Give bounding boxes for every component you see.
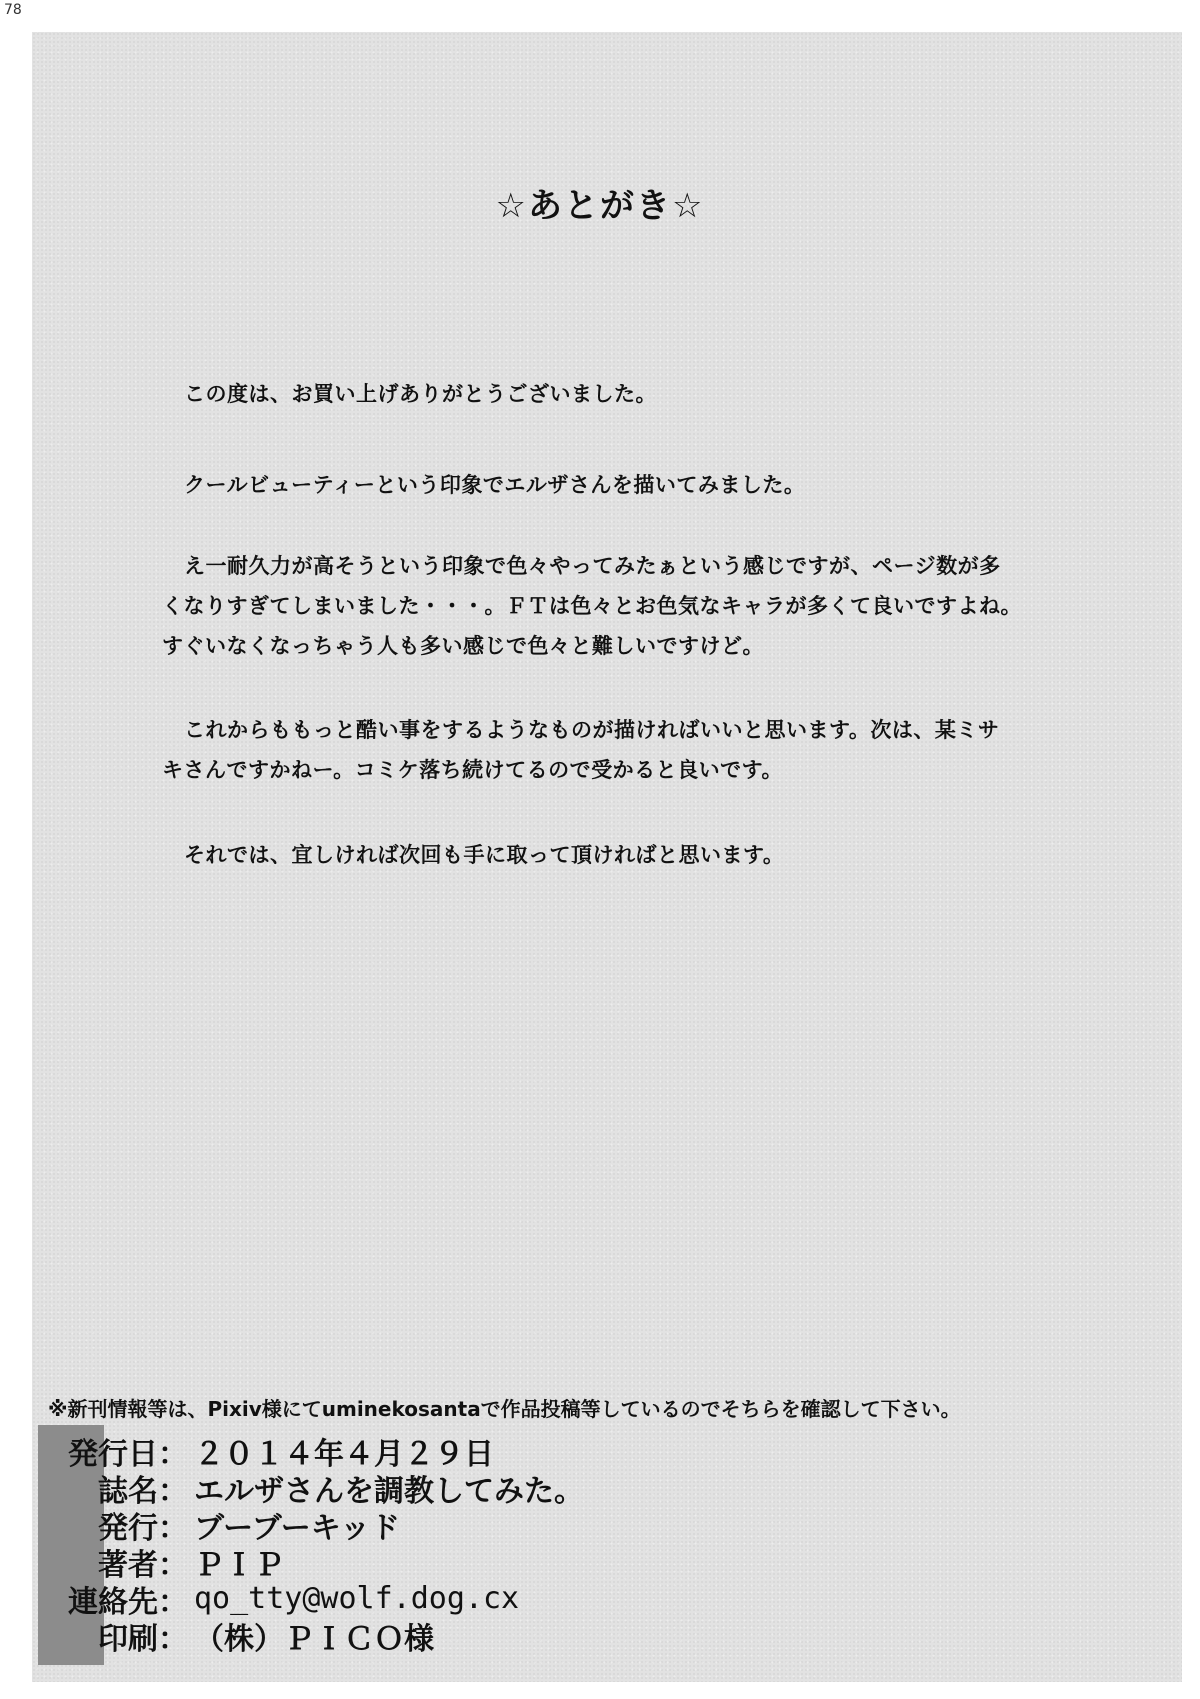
colophon-label: 連絡先 (68, 1584, 158, 1620)
colophon-row-publisher (48, 1506, 584, 1546)
colophon-row-contact (48, 1580, 584, 1620)
colophon-value: （株）ＰＩＣＯ様 (194, 1621, 434, 1657)
colophon-separator: ： (158, 1584, 188, 1620)
paragraph-line: すぐいなくなっちゃう人も多い感じで色々と難しいですけど。 (162, 634, 764, 658)
paragraph-impression (162, 465, 1082, 505)
colophon-label: 著者 (98, 1547, 158, 1583)
colophon-separator: ： (158, 1621, 188, 1657)
paragraph-line: これからももっと酷い事をするようなものが描ければいいと思います。次は、某ミサ (184, 718, 1000, 742)
colophon-separator: ： (158, 1510, 188, 1546)
paragraph-line: この度は、お買い上げありがとうございました。 (184, 382, 657, 406)
colophon-label: 発行日 (68, 1436, 158, 1472)
colophon-row-date (48, 1432, 584, 1472)
colophon-value: ２０１４年４月２９日 (194, 1436, 494, 1472)
contact-email: qo_tty@wolf.dog.cx (194, 1581, 520, 1616)
paragraph-thanks (162, 374, 1082, 414)
paragraph-line: それでは、宜しければ次回も手に取って頂ければと思います。 (184, 843, 785, 867)
colophon-value: ＰＩＰ (194, 1547, 284, 1583)
colophon (48, 1432, 584, 1657)
colophon-label: 発行 (98, 1510, 158, 1546)
colophon-label: 印刷 (98, 1621, 158, 1657)
colophon-value: エルザさんを調教してみた。 (194, 1473, 584, 1509)
page-title: ☆あとがき☆ (495, 186, 705, 226)
colophon-label: 誌名 (98, 1473, 158, 1509)
page-number: 78 (4, 2, 22, 18)
colophon-row-title (48, 1469, 584, 1509)
paragraph-content (162, 546, 1082, 666)
paragraph-line: キさんですかねー。コミケ落ち続けてるので受かると良いです。 (162, 758, 783, 782)
new-release-notice: ※新刊情報等は、Pixiv様にてuminekosantaで作品投稿等しているのでそちらを確認して下さい。 (48, 1397, 961, 1421)
paragraph-future (162, 710, 1082, 790)
paragraph-line: え一耐久力が高そうという印象で色々やってみたぁという感じですが、ページ数が多 (184, 554, 1001, 578)
colophon-row-author (48, 1543, 584, 1583)
colophon-value: ブーブーキッド (194, 1510, 401, 1546)
paragraph-line: クールビューティーという印象でエルザさんを描いてみました。 (184, 473, 806, 497)
paragraph-closing (162, 835, 1082, 875)
colophon-separator: ： (158, 1547, 188, 1583)
paragraph-line: くなりすぎてしまいました・・・。ＦＴは色々とお色気なキャラが多くて良いですよね。 (162, 594, 1022, 618)
colophon-separator: ： (158, 1473, 188, 1509)
colophon-separator: ： (158, 1436, 188, 1472)
colophon-row-printer (48, 1617, 584, 1657)
